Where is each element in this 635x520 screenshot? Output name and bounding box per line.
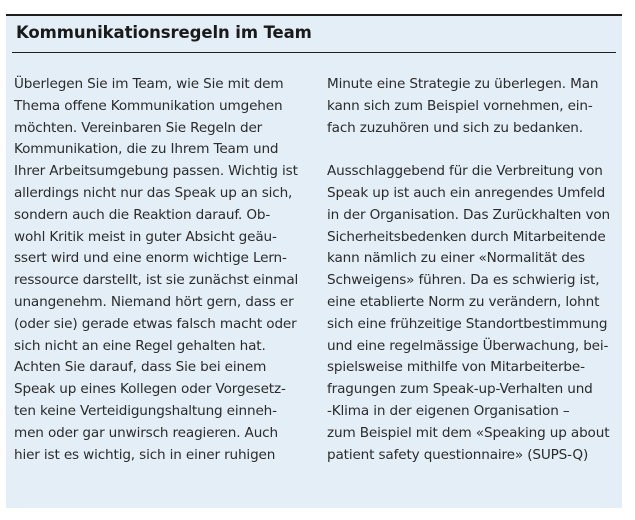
text-line: unangenehm. Niemand hört gern, dass er [14, 293, 294, 310]
info-box [6, 14, 622, 508]
text-line: (oder sie) gerade etwas falsch macht oder [14, 315, 297, 332]
text-line: ssert wird und eine enorm wichtige Lern- [14, 250, 287, 267]
text-line: hier ist es wichtig, sich in einer ruhigen [14, 446, 276, 463]
text-line: kann sich zum Beispiel vornehmen, ein- [327, 97, 593, 114]
top-divider [6, 14, 622, 16]
text-line: sich eine frühzeitige Standortbestimmung [327, 315, 608, 332]
text-line: ressource darstellt, ist sie zunächst einmal [14, 272, 299, 289]
text-line: möchten. Vereinbaren Sie Regeln der [14, 119, 263, 136]
text-line: zum Beispiel mit dem «Speaking up about [327, 424, 610, 441]
paragraph-gap [327, 139, 619, 161]
text-line: Thema offene Kommunikation umgehen [14, 97, 283, 114]
text-line: und eine regelmässige Überwachung, bei- [327, 337, 609, 354]
text-line: Speak up ist auch ein anregendes Umfeld [327, 184, 606, 201]
text-line: kann nämlich zu einer «Normalität des [327, 250, 585, 267]
text-line: fach zuzuhören und sich zu bedanken. [327, 119, 583, 136]
text-line: fragungen zum Speak-up-Verhalten und [327, 381, 593, 398]
text-line: Ausschlaggebend für die Verbreitung von [327, 163, 603, 180]
text-line: spielsweise mithilfe von Mitarbeiterbe- [327, 359, 585, 376]
title-divider [12, 52, 616, 53]
text-line: Überlegen Sie im Team, wie Sie mit dem [14, 76, 284, 92]
text-line: -Klima in der eigenen Organisation – [327, 402, 570, 419]
text-line: Sicherheitsbedenken durch Mitarbeitende [327, 228, 606, 245]
text-line: Kommunikation, die zu Ihrem Team und [14, 141, 279, 158]
text-line: patient safety questionnaire» (SUPS-Q) [327, 446, 589, 463]
text-line: in der Organisation. Das Zurückhalten von [327, 206, 610, 223]
text-line: Achten Sie darauf, dass Sie bei einem [14, 359, 267, 376]
text-line: allerdings nicht nur das Speak up an sich, [14, 184, 293, 201]
text-line: Minute eine Strategie zu überlegen. Man [327, 76, 599, 92]
box-title: Kommunikationsregeln im Team [16, 23, 312, 42]
text-line: sich nicht an eine Regel gehalten hat. [14, 337, 266, 354]
text-line: eine etablierte Norm zu verändern, lohnt [327, 293, 600, 310]
right-column [327, 74, 619, 466]
text-line: ten keine Verteidigungshaltung einneh- [14, 402, 277, 419]
text-line: wohl Kritik meist in guter Absicht geäu- [14, 228, 277, 245]
text-line: Speak up eines Kollegen oder Vorgesetz- [14, 381, 286, 398]
text-line: men oder gar unwirsch reagieren. Auch [14, 424, 278, 441]
text-line: sondern auch die Reaktion darauf. Ob- [14, 206, 271, 223]
left-column [14, 74, 314, 466]
text-line: Ihrer Arbeitsumgebung passen. Wichtig ist [14, 163, 298, 180]
text-line: Schweigens» führen. Da es schwierig ist, [327, 272, 600, 289]
